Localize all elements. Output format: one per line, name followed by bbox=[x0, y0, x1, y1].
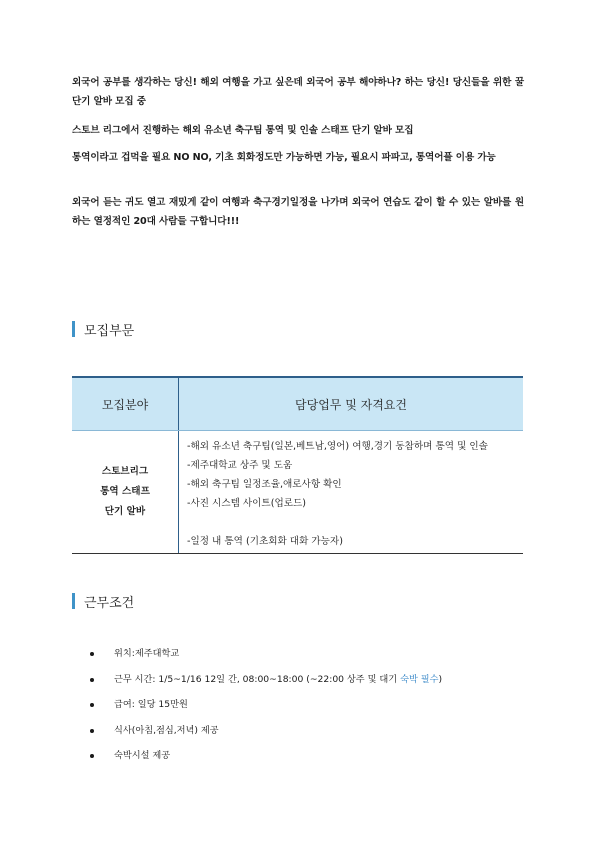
bullet-icon bbox=[90, 652, 94, 656]
intro-text-1: 외국어 공부를 생각하는 당신! 해외 여행을 가고 싶은데 외국어 공부 해야하나? 하는 당신! 당신들을 위한 꿀 단기 알바 모집 중 bbox=[72, 77, 524, 107]
category-line: 통역 스태프 bbox=[100, 486, 150, 497]
condition-text: 위치:제주대학교 bbox=[114, 648, 180, 659]
duty-item: -사진 시스템 사이트(업로드) bbox=[187, 498, 306, 509]
section-title: 모집부문 bbox=[84, 323, 135, 339]
intro-text-2: 스토브 리그에서 진행하는 해외 유소년 축구팀 통역 및 인솔 스태프 단기 알바 모집 bbox=[72, 125, 414, 136]
category-line: 스토브리그 bbox=[101, 466, 149, 477]
intro-text-3: 통역이라고 겁먹을 필요 NO NO, 기초 회화정도만 가능하면 가능, 필요시 파파고, 통역어플 이용 가능 bbox=[72, 152, 496, 163]
bullet-icon bbox=[90, 754, 94, 758]
condition-text: 식사(아침,점심,저녁) 제공 bbox=[114, 724, 219, 736]
bullet-icon bbox=[90, 678, 94, 682]
header-category: 모집분야 bbox=[72, 377, 179, 431]
condition-accent-text: 숙박 필수 bbox=[400, 673, 439, 685]
list-item bbox=[90, 646, 530, 672]
list-item bbox=[90, 748, 530, 774]
intro-paragraph-2 bbox=[72, 121, 524, 140]
duty-item: -제주대학교 상주 및 도움 bbox=[187, 460, 293, 471]
recruitment-table bbox=[72, 376, 523, 554]
intro-paragraph-1 bbox=[72, 73, 524, 111]
condition-text: 숙박시설 제공 bbox=[114, 750, 171, 761]
section-heading-recruitment bbox=[72, 320, 134, 338]
condition-text: 근무 시간: 1/5~1/16 12일 간, 08:00~18:00 (~22:00 상주 및 대기 bbox=[114, 673, 401, 685]
list-item bbox=[90, 723, 530, 749]
intro-text-4: 외국어 듣는 귀도 열고 재밌게 같이 여행과 축구경기일정을 나가며 외국어 연습도 같이 할 수 있는 알바를 원하는 열정적인 20대 사람들 구합니다!!! bbox=[72, 197, 524, 227]
intro-paragraph-3 bbox=[72, 148, 524, 167]
heading-bar-icon bbox=[72, 593, 75, 609]
duty-item: -일정 내 통역 (기초회화 대화 가능자) bbox=[187, 536, 343, 547]
table-header-row bbox=[72, 377, 523, 431]
list-item bbox=[90, 697, 530, 723]
bullet-icon bbox=[90, 703, 94, 707]
intro-paragraph-4 bbox=[72, 193, 524, 231]
duties-cell bbox=[179, 431, 524, 554]
section-title: 근무조건 bbox=[84, 595, 135, 611]
duty-item: -해외 유소년 축구팀(일본,베트남,영어) 여행,경기 동참하며 통역 및 인솔 bbox=[187, 441, 488, 452]
condition-text: 급여: 일당 15만원 bbox=[114, 699, 188, 710]
section-heading-conditions bbox=[72, 592, 134, 610]
bullet-icon bbox=[90, 729, 94, 733]
condition-text-end: ) bbox=[438, 673, 443, 685]
category-line: 단기 알바 bbox=[104, 506, 146, 517]
table-row bbox=[72, 431, 523, 554]
category-cell bbox=[72, 431, 179, 554]
heading-bar-icon bbox=[72, 321, 75, 337]
list-item bbox=[90, 672, 530, 698]
header-duties: 담당업무 및 자격요건 bbox=[179, 377, 524, 431]
duty-item: -해외 축구팀 일정조율,애로사항 확인 bbox=[187, 479, 342, 490]
conditions-list bbox=[90, 646, 530, 774]
